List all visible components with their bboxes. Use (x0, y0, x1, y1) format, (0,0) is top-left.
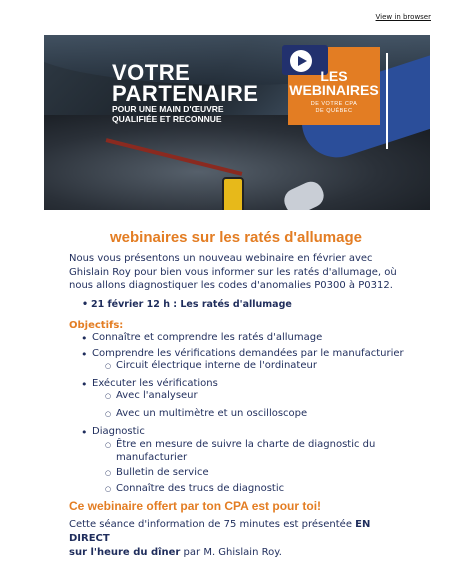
objective-subitem-continuation: manufacturier (116, 452, 188, 463)
badge-line4-text: DE QUÉBEC (315, 108, 353, 114)
hero-banner (44, 35, 430, 210)
objective-subitem: ○ Circuit électrique interne de l'ordinateur (116, 360, 317, 371)
badge-frame-line-vertical (386, 53, 388, 149)
hero-title-line1: VOTRE (112, 60, 191, 85)
outro-text-1: Cette séance d'information de 75 minutes est présentée (69, 519, 356, 530)
badge-line1: LES (320, 68, 348, 84)
objective-item: • Exécuter les vérifications (92, 378, 218, 389)
objective-subitem: ○ Être en mesure de suivre la charte de diagnostic du (116, 439, 375, 450)
objective-subitem: ○ Avec un multimètre et un oscilloscope (116, 408, 307, 419)
outro-paragraph (69, 518, 409, 560)
cta-heading: Ce webinaire offert par ton CPA est pour toi! (69, 499, 322, 513)
webinar-date: • 21 février 12 h : Les ratés d'allumage (91, 299, 292, 310)
objective-subitem: ○ Connaître des trucs de diagnostic (116, 483, 284, 494)
hero-multimeter-shape (222, 177, 244, 210)
section-title: webinaires sur les ratés d'allumage (109, 229, 362, 246)
intro-paragraph: Nous vous présentons un nouveau webinaire en février avec Ghislain Roy pour bien vous informer sur les ratés d'allumage, où nous allons diagnostiquer les codes d'anomalies P0300 à P0312. (69, 253, 397, 291)
objective-item: • Comprendre les vérifications demandées par le manufacturier (92, 348, 404, 359)
objective-subitem: ○ Bulletin de service (116, 467, 209, 478)
hero-title (112, 62, 258, 124)
view-in-browser-link[interactable]: View in browser (375, 13, 431, 21)
hero-title-line2: PARTENAIRE (112, 81, 259, 106)
badge-line3 (288, 101, 380, 115)
badge-line3-text: DE VOTRE CPA (310, 101, 358, 107)
badge-line2: WEBINAIRES (289, 82, 379, 98)
objective-item: • Connaître et comprendre les ratés d'allumage (92, 332, 322, 343)
objective-item: • Diagnostic (92, 426, 145, 437)
objective-subitem: ○ Avec l'analyseur (116, 390, 198, 401)
hero-subtitle-line1: POUR UNE MAIN D'ŒUVRE (112, 104, 224, 114)
objectives-title: Objectifs: (69, 320, 124, 331)
outro-bold-1: EN DIRECT (69, 519, 371, 544)
outro-text-2: par M. Ghislain Roy. (180, 547, 282, 558)
webinar-badge (288, 47, 380, 125)
hero-subtitle-line2: QUALIFIÉE ET RECONNUE (112, 114, 222, 124)
outro-bold-2: sur l'heure du dîner (69, 547, 181, 558)
